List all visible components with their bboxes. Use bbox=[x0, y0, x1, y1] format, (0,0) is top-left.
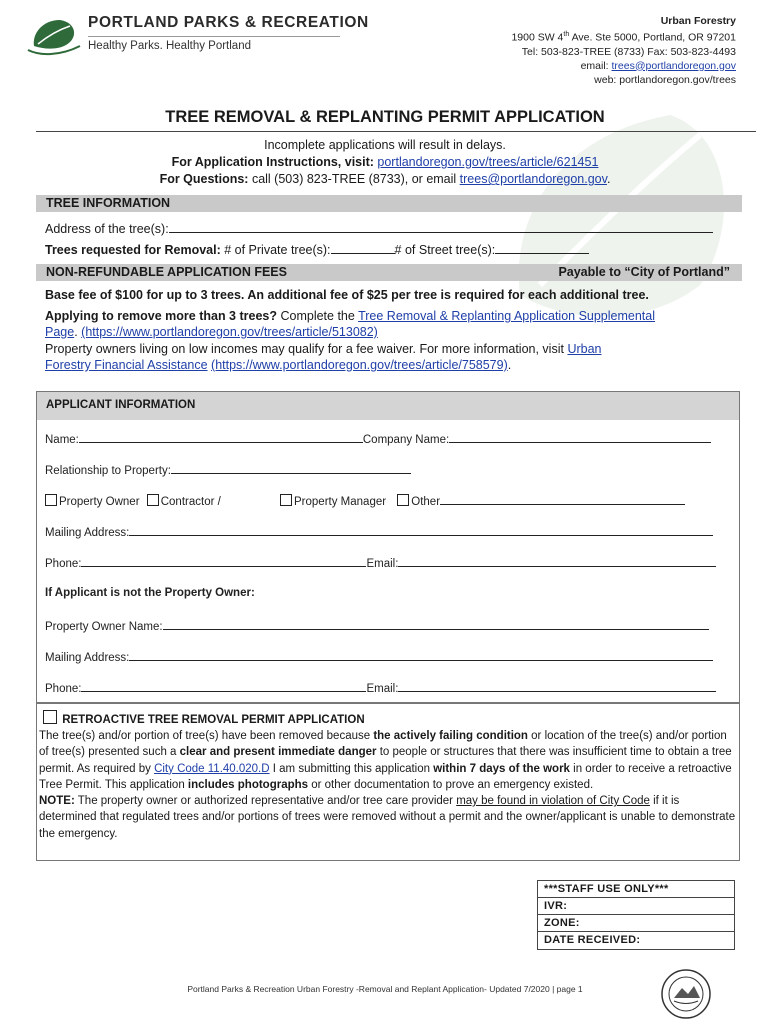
owner-name-field[interactable] bbox=[163, 618, 709, 630]
base-fee: Base fee of $100 for up to 3 trees. An additional fee of $25 per tree is required for each additional tree. bbox=[45, 288, 649, 302]
contractor-checkbox[interactable] bbox=[147, 494, 159, 506]
contact-email-link[interactable]: trees@portlandoregon.gov bbox=[611, 59, 736, 72]
phone-email-row: Phone: Email: bbox=[45, 555, 716, 570]
financial-assistance-link-cont[interactable]: Forestry Financial Assistance bbox=[45, 358, 208, 372]
instructions-line: For Application Instructions, visit: portlandoregon.gov/trees/article/621451 bbox=[171, 155, 599, 169]
retroactive-checkbox[interactable] bbox=[43, 710, 57, 724]
contact-block bbox=[511, 14, 736, 87]
questions-line: For Questions: call (503) 823-TREE (8733), or email trees@portlandoregon.gov. bbox=[159, 172, 611, 186]
financial-assistance-link[interactable]: Urban bbox=[567, 342, 602, 356]
owner-email-field[interactable] bbox=[398, 680, 716, 692]
contact-phone: Tel: 503-823-TREE (8733) Fax: 503-823-4493 bbox=[521, 45, 736, 58]
questions-email-link[interactable]: trees@portlandoregon.gov bbox=[459, 172, 607, 186]
retroactive-text: The tree(s) and/or portion of tree(s) have been removed because the actively failing condition or location of the tree(s) and/or portion of tree(s) presented such a clear and present immediate danger to people or structures that there was insufficient time to obtain a tree permit. As required by City Code 11.40.020.D I am submitting this application within 7 days of the work in order to receive a retroactive Tree Permit. This application includes photographs or other documentation to prove an emergency existed. NOTE: The property owner or authorized representative and/or tree care provider may be found in violation of City Code if it is determined that regulated trees and/or portions of trees were removed without a permit and the owner/applicant is unable to demonstrate the emergency. bbox=[39, 730, 736, 840]
staff-zone: ZONE: bbox=[538, 915, 734, 932]
owner-phone-field[interactable] bbox=[81, 680, 366, 692]
property-manager-label: Property Manager bbox=[294, 496, 387, 508]
property-owner-label: Property Owner bbox=[59, 496, 140, 508]
applicant-header: APPLICANT INFORMATION bbox=[37, 392, 739, 420]
owner-name-row: Property Owner Name: bbox=[45, 618, 709, 633]
logo-divider bbox=[88, 36, 340, 37]
property-manager-checkbox[interactable] bbox=[280, 494, 292, 506]
fees-header: NON-REFUNDABLE APPLICATION FEES Payable to “City of Portland” bbox=[36, 264, 742, 281]
ppr-logo-icon bbox=[26, 16, 84, 56]
tree-address-row: Address of the tree(s): bbox=[45, 221, 713, 236]
staff-title: ***STAFF USE ONLY*** bbox=[538, 881, 734, 898]
not-owner-heading: If Applicant is not the Property Owner: bbox=[45, 587, 255, 599]
contact-address: 1900 SW 4th Ave. Ste 5000, Portland, OR 97201 bbox=[511, 31, 736, 44]
page-title: TREE REMOVAL & REPLANTING PERMIT APPLICATION bbox=[165, 108, 605, 126]
org-tagline: Healthy Parks. Healthy Portland bbox=[88, 40, 251, 52]
city-seal-icon bbox=[660, 968, 712, 1020]
financial-assistance-url[interactable]: (https://www.portlandoregon.gov/trees/article/758579) bbox=[211, 358, 508, 372]
incomplete-warning: Incomplete applications will result in delays. bbox=[264, 138, 506, 152]
contractor-label: Contractor / bbox=[160, 496, 221, 508]
phone-field[interactable] bbox=[81, 555, 366, 567]
retroactive-header: RETROACTIVE TREE REMOVAL PERMIT APPLICATION bbox=[43, 710, 365, 726]
private-trees-field[interactable] bbox=[331, 242, 395, 254]
street-trees-field[interactable] bbox=[495, 242, 589, 254]
tree-address-field[interactable] bbox=[169, 221, 713, 233]
name-row: Name: Company Name: bbox=[45, 431, 711, 446]
other-field[interactable] bbox=[440, 493, 685, 505]
applicant-section bbox=[36, 391, 740, 703]
relationship-options bbox=[45, 493, 735, 508]
mailing-row: Mailing Address: bbox=[45, 524, 713, 539]
relationship-field[interactable] bbox=[171, 462, 411, 474]
property-owner-checkbox[interactable] bbox=[45, 494, 57, 506]
other-checkbox[interactable] bbox=[397, 494, 409, 506]
owner-mailing-field[interactable] bbox=[129, 649, 713, 661]
payable-to: Payable to “City of Portland” bbox=[558, 265, 730, 279]
tree-info-header: TREE INFORMATION bbox=[36, 195, 742, 212]
staff-date-received: DATE RECEIVED: bbox=[544, 934, 641, 946]
org-title: PORTLAND PARKS & RECREATION bbox=[88, 14, 369, 31]
supplemental-url[interactable]: (https://www.portlandoregon.gov/trees/article/513082) bbox=[81, 325, 378, 339]
instructions-link[interactable]: portlandoregon.gov/trees/article/621451 bbox=[377, 155, 599, 169]
staff-use-box bbox=[537, 880, 735, 950]
page-footer: Portland Parks & Recreation Urban Forestry -Removal and Replant Application- Updated 7/2020 | page 1 bbox=[187, 984, 583, 994]
contact-org: Urban Forestry bbox=[660, 15, 736, 27]
fee-waiver-text: Property owners living on low incomes may qualify for a fee waiver. For more information, visit Urban Forestry Financial Assistance (https://www.portlandoregon.gov/trees/article/758579). bbox=[45, 342, 602, 372]
mailing-address-field[interactable] bbox=[129, 524, 713, 536]
company-field[interactable] bbox=[449, 431, 711, 443]
contact-web: web: portlandoregon.gov/trees bbox=[594, 73, 736, 86]
more-trees-text: Applying to remove more than 3 trees? Complete the Tree Removal & Replanting Application Supplemental Page. (https://www.portlandoregon.gov/trees/article/513082) bbox=[45, 309, 656, 339]
retroactive-section bbox=[36, 703, 740, 861]
trees-removal-row: Trees requested for Removal: # of Private tree(s): # of Street tree(s): bbox=[45, 242, 589, 257]
contact-email: email: trees@portlandoregon.gov bbox=[580, 59, 736, 72]
relationship-row: Relationship to Property: bbox=[45, 462, 411, 477]
email-field[interactable] bbox=[398, 555, 716, 567]
supplemental-link-cont[interactable]: Page bbox=[45, 325, 75, 339]
owner-phone-email-row: Phone: Email: bbox=[45, 680, 716, 695]
staff-ivr: IVR: bbox=[538, 898, 734, 915]
city-code-link[interactable]: City Code 11.40.020.D bbox=[154, 762, 270, 775]
name-field[interactable] bbox=[79, 431, 363, 443]
owner-mailing-row: Mailing Address: bbox=[45, 649, 713, 664]
other-label: Other bbox=[411, 496, 441, 508]
title-divider bbox=[36, 131, 756, 132]
supplemental-link[interactable]: Tree Removal & Replanting Application Supplemental bbox=[358, 309, 656, 323]
